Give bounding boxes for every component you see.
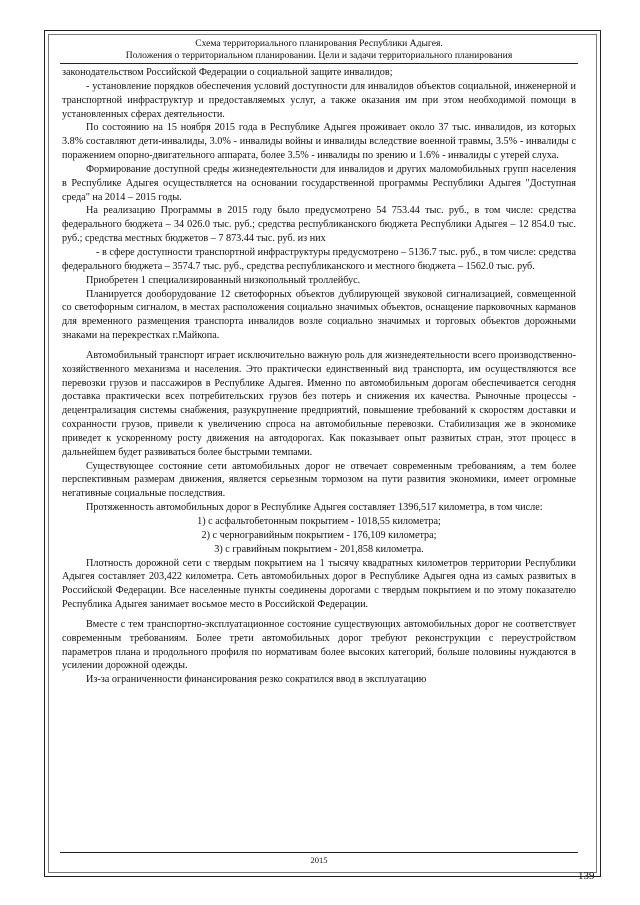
paragraph: На реализацию Программы в 2015 году было предусмотрено 54 753.44 тыс. руб., в том числе: средства федерального бюджета – 34 026.0 тыс. руб.; средства республиканского бюджета Республики Адыгея – 12 854.0 тыс. руб.; средства местных бюджетов – 7 873.44 тыс. руб. из них xyxy=(62,205,576,245)
paragraph: Вместе с тем транспортно-эксплуатационное состояние существующих автомобильных дорог не соответствует современным требованиям. Более трети автомобильных дорог требуют реконструкции с переустройством параметров плана и продольного профиля по нормативам более высоких категорий, больше половины нуждаются в усилении дорожной одежды. xyxy=(62,618,576,672)
page-number: 139 xyxy=(578,870,595,882)
paragraph: Приобретен 1 специализированный низкопольный троллейбус. xyxy=(86,274,361,286)
list-item: 2) с черногравийным покрытием - 176,109 километра; xyxy=(201,529,437,541)
header-title: Схема территориального планирования Республики Адыгея. xyxy=(195,38,443,49)
footer-divider xyxy=(60,852,578,853)
paragraph: Планируется дооборудование 12 светофорных объектов дублирующей звуковой сигнализацией, совмещенной со светофорным сигналом, в местах расположения социально значимых объектов, оснащение парковочных карманов для временного размещения транспорта инвалидов возле социально значимых и торговых объектов дорожными знаками на перекрестках г.Майкопа. xyxy=(62,288,576,342)
paragraph: Формирование доступной среды жизнедеятельности для инвалидов и других маломобильных групп населения в Республике Адыгея осуществляется на основании государственной программы Республики Адыгея "Доступная среда" на 2014 – 2015 годы. xyxy=(62,163,576,203)
paragraph: законодательством Российской Федерации о социальной защите инвалидов; xyxy=(62,67,393,78)
paragraph: По состоянию на 15 ноября 2015 года в Республике Адыгея проживает около 37 тыс. инвалидов, из которых 3.8% составляют дети-инвалиды, 3.0% - инвалиды войны и инвалиды вследствие военной травмы, 3.5% - инвалиды с поражением опорно-двигательного аппарата, более 3.5% - инвалиды по зрению и 1.6% - инвалиды с утерей слуха. xyxy=(62,122,576,162)
header-subtitle: Положения о территориальном планировании. Цели и задачи территориального планирования xyxy=(60,50,578,64)
paragraph: Протяженность автомобильных дорог в Республике Адыгея составляет 1396,517 километра, в том числе: xyxy=(86,502,543,514)
list-item: 1) с асфальтобетонным покрытием - 1018,55 километра; xyxy=(197,516,441,527)
paragraph: Автомобильный транспорт играет исключительно важную роль для жизнедеятельности всего производственно-хозяйственного механизма и населения. Это практически единственный вид транспорта, им осуществляются все перевозки грузов и пассажиров в Республике Адыгея. Именно по автомобильным дорогам обеспечивается сегодня доставка практически всех потребительских грузов без потерь и снижения их качества. Рыночные процессы - децентрализация системы снабжения, разукрупнение предприятий, повышение требований к скоростям доставки и сохранности грузов, привели к увеличению спроса на автомобильные перевозки. Стабилизация же в экономике приведет к ускоренному росту движения на автодорогах. Как показывает опыт развитых стран, этот процесс в дальнейшем будет развиваться более быстрыми темпами. xyxy=(62,349,576,458)
paragraph: Из-за ограниченности финансирования резко сократился ввод в эксплуатацию xyxy=(86,674,427,686)
paragraph: - в сфере доступности транспортной инфраструктуры предусмотрено – 5136.7 тыс. руб., в том числе: средства федерального бюджета – 3574.7 тыс. руб., средства республиканского и местного бюджета – 1562.0 тыс. руб. xyxy=(62,246,576,272)
footer-year: 2015 xyxy=(310,855,328,865)
paragraph: - установление порядков обеспечения условий доступности для инвалидов объектов социальной, инженерной и транспортной инфраструктур и предоставляемых услуг, а также оказания им при этом необходимой помощи в установленных сферах деятельности. xyxy=(62,80,576,120)
paragraph: Существующее состояние сети автомобильных дорог не отвечает современным требованиям, а тем более перспективным размерам движения, является серьезным тормозом на пути развития экономики, имеет огромные негативные социальные последствия. xyxy=(62,460,576,500)
list-item: 3) с гравийным покрытием - 201,858 километра. xyxy=(214,543,424,555)
road-type-list xyxy=(62,515,576,557)
document-body xyxy=(62,66,576,687)
running-header xyxy=(60,38,578,64)
paragraph: Плотность дорожной сети с твердым покрытием на 1 тысячу квадратных километров территории Республики Адыгея составляет 203,422 километра. Сеть автомобильных дорог в Республике Адыгея одна из самых развитых в Российской Федерации. Все населенные пункты соединены дорогами с твердым покрытием и по этому показателю Республика Адыгея занимает восьмое место в Российской Федерации. xyxy=(62,557,576,611)
